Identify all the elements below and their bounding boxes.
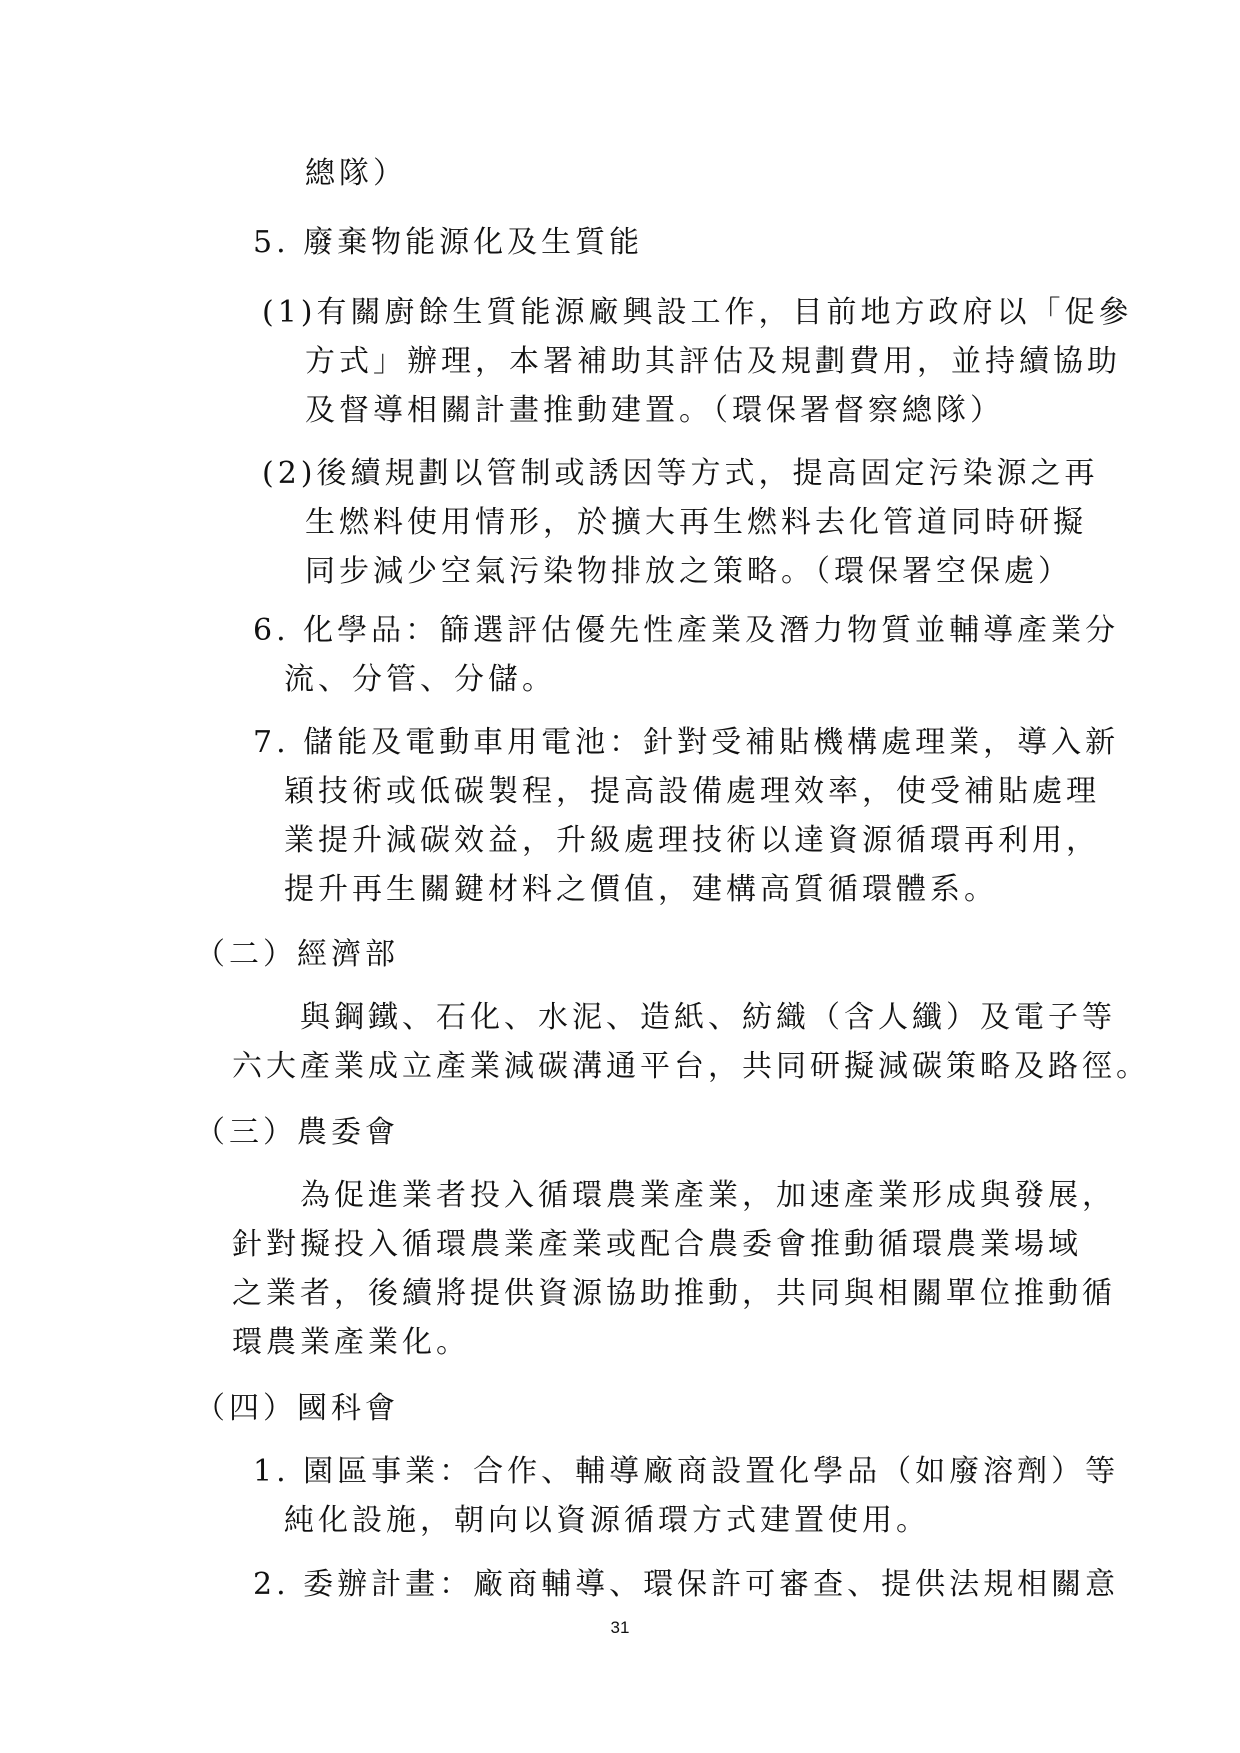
list-item-6: 6. 化學品：篩選評估優先性產業及潛力物質並輔導產業分	[253, 613, 1120, 648]
text-line: 純化設施，朝向以資源循環方式建置使用。	[284, 1503, 930, 1538]
text-line: 針對擬投入循環農業產業或配合農委會推動循環農業場域	[232, 1227, 1082, 1262]
section-heading-council-of-agriculture: （三）農委會	[195, 1115, 399, 1150]
text-line: 提升再生關鍵材料之價值，建構高質循環體系。	[284, 872, 998, 907]
text-line: 流、分管、分儲。	[284, 662, 556, 697]
text-line: 之業者，後續將提供資源協助推動，共同與相關單位推動循	[232, 1276, 1116, 1311]
text-line: 業提升減碳效益，升級處理技術以達資源循環再利用，	[284, 823, 1100, 858]
text-line: 穎技術或低碳製程，提高設備處理效率，使受補貼處理	[284, 774, 1100, 809]
page-number: 31	[610, 1618, 630, 1637]
text-line: 為促進業者投入循環農業產業，加速產業形成與發展，	[300, 1178, 1116, 1213]
list-item-2: 2. 委辦計畫：廠商輔導、環保許可審查、提供法規相關意	[253, 1567, 1120, 1602]
section-heading-ministry-economic-affairs: （二）經濟部	[195, 937, 399, 972]
text-line: 環農業產業化。	[232, 1325, 470, 1360]
text-line: 同步減少空氣污染物排放之策略。（環保署空保處）	[305, 554, 1072, 589]
text-line: 總隊）	[305, 156, 407, 191]
text-line: 與鋼鐵、石化、水泥、造紙、紡織（含人纖）及電子等	[300, 1000, 1116, 1035]
list-item-1: 1. 園區事業：合作、輔導廠商設置化學品（如廢溶劑）等	[253, 1454, 1120, 1489]
list-item-5-heading: 5. 廢棄物能源化及生質能	[253, 225, 644, 260]
text-line: (2)後續規劃以管制或誘因等方式，提高固定污染源之再	[262, 456, 1099, 491]
text-line: (1)有關廚餘生質能源廠興設工作，目前地方政府以「促參	[262, 295, 1133, 330]
text-line: 方式」辦理，本署補助其評估及規劃費用，並持續協助	[305, 344, 1121, 379]
text-line: 生燃料使用情形，於擴大再生燃料去化管道同時研擬	[305, 505, 1087, 540]
section-heading-national-science-council: （四）國科會	[195, 1391, 399, 1426]
list-item-7: 7. 儲能及電動車用電池：針對受補貼機構處理業，導入新	[253, 725, 1120, 760]
text-line: 六大產業成立產業減碳溝通平台，共同研擬減碳策略及路徑。	[232, 1049, 1150, 1084]
text-line: 及督導相關計畫推動建置。（環保署督察總隊）	[305, 393, 1004, 428]
